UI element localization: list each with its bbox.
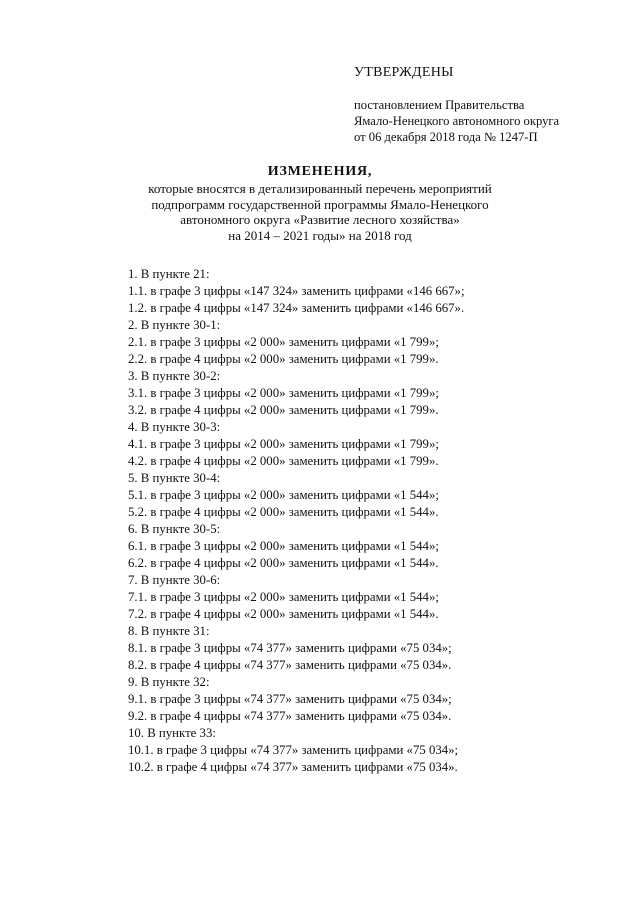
list-item: 1.1. в графе 3 цифры «147 324» заменить цифрами «146 667»; (128, 284, 465, 298)
list-item: 7.2. в графе 4 цифры «2 000» заменить цифрами «1 544». (128, 607, 439, 621)
list-item: 7. В пункте 30-6: (128, 573, 221, 587)
list-item: 3. В пункте 30-2: (128, 369, 221, 383)
list-item: 1. В пункте 21: (128, 267, 210, 281)
list-item: 2.2. в графе 4 цифры «2 000» заменить цифрами «1 799». (128, 352, 439, 366)
list-item: 5.2. в графе 4 цифры «2 000» заменить цифрами «1 544». (128, 505, 439, 519)
list-item: 10.1. в графе 3 цифры «74 377» заменить цифрами «75 034»; (128, 743, 459, 757)
heading-line: автономного округа «Развитие лесного хозяйства» (180, 212, 460, 227)
heading-line: которые вносятся в детализированный перечень мероприятий (148, 181, 492, 196)
list-item: 5.1. в графе 3 цифры «2 000» заменить цифрами «1 544»; (128, 488, 439, 502)
list-item: 6. В пункте 30-5: (128, 522, 221, 536)
list-item: 8.1. в графе 3 цифры «74 377» заменить цифрами «75 034»; (128, 641, 452, 655)
list-item: 9.2. в графе 4 цифры «74 377» заменить цифрами «75 034». (128, 709, 452, 723)
list-item: 6.1. в графе 3 цифры «2 000» заменить цифрами «1 544»; (128, 539, 439, 553)
approval-title: УТВЕРЖДЕНЫ (354, 65, 454, 80)
list-item: 10. В пункте 33: (128, 726, 216, 740)
list-item: 2.1. в графе 3 цифры «2 000» заменить цифрами «1 799»; (128, 335, 439, 349)
approval-line: от 06 декабря 2018 года № 1247-П (354, 130, 538, 144)
list-item: 9.1. в графе 3 цифры «74 377» заменить цифрами «75 034»; (128, 692, 452, 706)
list-item: 8. В пункте 31: (128, 624, 210, 638)
list-item: 3.2. в графе 4 цифры «2 000» заменить цифрами «1 799». (128, 403, 439, 417)
heading-title: ИЗМЕНЕНИЯ, (267, 164, 373, 179)
approval-line: Ямало-Ненецкого автономного округа (354, 114, 560, 128)
heading-line: на 2014 – 2021 годы» на 2018 год (228, 227, 412, 243)
list-item: 1.2. в графе 4 цифры «147 324» заменить цифрами «146 667». (128, 301, 465, 315)
heading-line: подпрограмм государственной программы Ямало-Ненецкого (151, 196, 489, 212)
list-item: 4.2. в графе 4 цифры «2 000» заменить цифрами «1 799». (128, 454, 439, 468)
list-item: 8.2. в графе 4 цифры «74 377» заменить цифрами «75 034». (128, 658, 452, 672)
changes-list (128, 266, 528, 776)
list-item: 5. В пункте 30-4: (128, 471, 221, 485)
approval-line: постановлением Правительства (354, 98, 525, 112)
list-item: 6.2. в графе 4 цифры «2 000» заменить цифрами «1 544». (128, 556, 439, 570)
list-item: 3.1. в графе 3 цифры «2 000» заменить цифрами «1 799»; (128, 386, 439, 400)
list-item: 10.2. в графе 4 цифры «74 377» заменить цифрами «75 034». (128, 760, 458, 774)
document-heading (100, 163, 540, 243)
list-item: 2. В пункте 30-1: (128, 318, 221, 332)
list-item: 4. В пункте 30-3: (128, 420, 221, 434)
list-item: 9. В пункте 32: (128, 675, 210, 689)
list-item: 4.1. в графе 3 цифры «2 000» заменить цифрами «1 799»; (128, 437, 439, 451)
list-item: 7.1. в графе 3 цифры «2 000» заменить цифрами «1 544»; (128, 590, 439, 604)
approval-block (354, 64, 624, 145)
